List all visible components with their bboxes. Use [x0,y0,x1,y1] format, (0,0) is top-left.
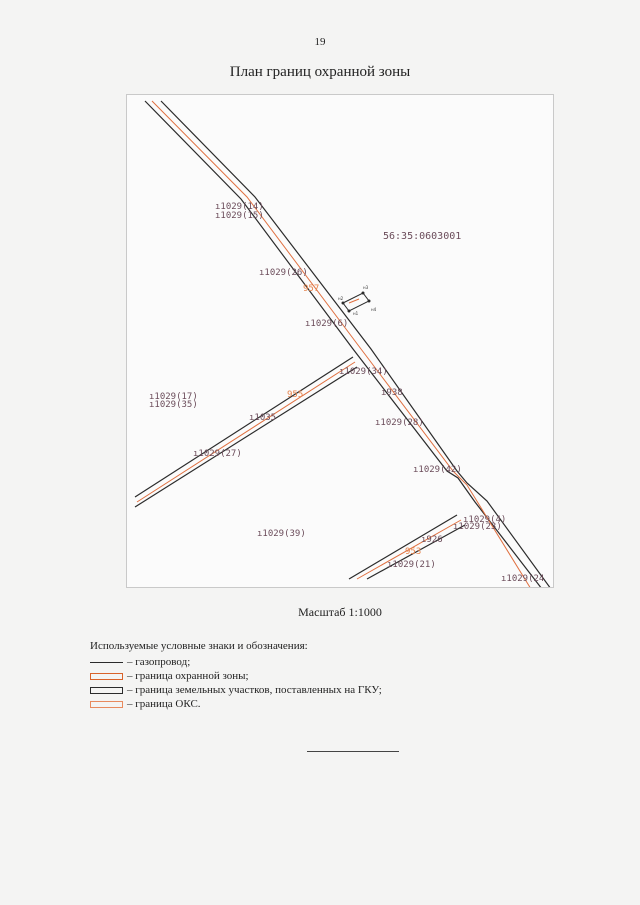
legend-item-oks [90,698,308,712]
legend-item-gas-pipeline [90,656,308,670]
parcel-label: ı1029(26) [259,268,308,278]
oks-label: 953 [405,547,422,557]
parcel-label: ı1029(39) [257,529,306,539]
protection-zone-branch [137,362,355,502]
oks-label: 957 [303,284,320,294]
legend-item-protection-zone [90,670,308,684]
legend-title: Используемые условные знаки и обозначения: [90,640,308,652]
parcel-label: ı1029(24 [501,574,545,584]
parcel-label: ı1029(17) [149,392,198,402]
oks-symbol [90,701,123,708]
bottom-divider [307,751,399,752]
parcel-label: ı1029(23) [453,522,502,532]
land-parcel-symbol [90,687,123,694]
survey-parcel [338,285,377,316]
parcel-label: ı1029(27) [193,449,242,459]
oks-label: 955 [287,390,304,400]
point-label: н1 [353,311,359,316]
parcel-label: ı1029(4) [463,515,507,525]
legend-item-text: – газопровод; [127,656,191,668]
legend [90,640,382,712]
gas-pipeline-symbol [90,662,123,663]
quarter-number: 56:35:0603001 [383,231,462,242]
parcel-boundary-branch-upper [135,357,353,497]
parcel-label: ı1029(42) [413,465,462,475]
parcel-boundary-branch-lower [135,367,357,507]
point-label: н2 [338,296,344,301]
point-label: н4 [371,307,377,312]
point-label: н3 [363,285,369,290]
parcel-label: ı1029(21) [387,560,436,570]
legend-item-land-parcel [90,684,382,698]
parcel-label: ı1035 [249,413,277,423]
parcel-label: ı1029(14) [215,202,264,212]
parcel-label: ı1029(6) [305,319,349,329]
legend-item-text: – граница ОКС. [127,698,201,710]
map-scale: Масштаб 1:1000 [298,605,382,619]
page-title: План границ охранной зоны [229,64,411,80]
parcel-label: ı938 [381,388,403,398]
parcel-label: ı1029(28) [375,418,424,428]
parcel-label: ı1029(15) [215,211,264,221]
parcel-label: ı926 [421,535,443,545]
map-frame [126,94,554,588]
protection-zone-symbol [90,673,123,680]
parcel-label: ı1029(34) [339,367,388,377]
boundary-map [127,95,554,588]
legend-item-text: – граница охранной зоны; [127,670,249,682]
legend-item-text: – граница земельных участков, поставленных на ГКУ; [127,684,382,696]
page-number: 19 [314,36,326,48]
parcel-label: ı1029(35) [149,400,198,410]
